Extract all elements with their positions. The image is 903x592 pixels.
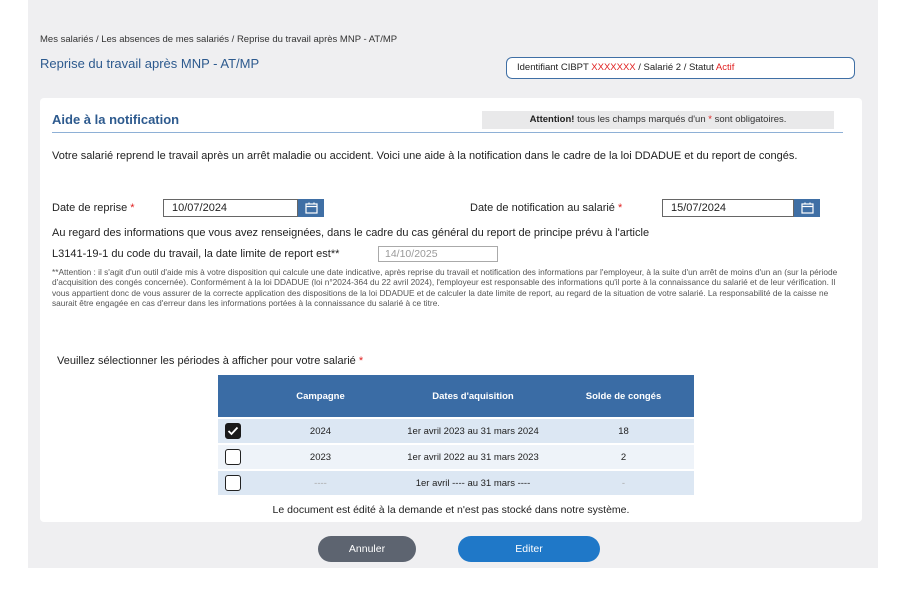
column-header: Dates d'aquisition [432, 390, 514, 402]
reprise-date-input[interactable]: 10/07/2024 [163, 199, 298, 217]
campagne-cell: 2023 [309, 451, 332, 463]
identifier-middle: / Salarié 2 / Statut [638, 62, 714, 73]
period-checkbox-2023[interactable] [225, 449, 241, 465]
limit-text-line2: L3141-19-1 du code du travail, la date limite de report est** [52, 248, 340, 260]
notification-label [470, 202, 622, 214]
period-checkbox-2024[interactable] [225, 423, 241, 439]
intro-text: Votre salarié reprend le travail après un arrêt maladie ou accident. Voici une aide à la notification dans le cadre de la loi DDADUE et du report de congés. [52, 150, 798, 162]
page-title: Reprise du travail après MNP - AT/MP [40, 56, 260, 71]
required-star: * [130, 202, 135, 214]
campagne-cell: 2024 [309, 425, 332, 437]
identifier-prefix: Identifiant CIBPT [517, 62, 589, 73]
status-badge: Actif [715, 62, 735, 73]
limit-text-line1: Au regard des informations que vous avez renseignées, dans le cadre du cas général du report de principe prévu à l'article [52, 227, 650, 239]
row-select-cell [218, 475, 248, 491]
required-star: * [618, 202, 623, 214]
reprise-label-text: Date de reprise [52, 202, 128, 214]
identifier-value: XXXXXXX [591, 62, 636, 73]
periods-label-text: Veuillez sélectionner les périodes à afficher pour votre salarié [57, 355, 356, 367]
notification-date-input[interactable]: 15/07/2024 [662, 199, 794, 217]
dates-cell: 1er avril ---- au 31 mars ---- [415, 477, 531, 489]
card-title: Aide à la notification [52, 112, 180, 127]
calendar-icon [305, 202, 318, 214]
attention-banner [482, 111, 834, 129]
disclaimer-text: **Attention : il s'agit d'un outil d'aide mis à votre disposition qui calcule une date indicative, après reprise du travail et notification des informations par l'employeur, à la suite d'un arrêt de moins d'un an (sur la période d'acquisition des congés concernée). Conformément à la loi DDADUE (loi n°2024-364 du 22 avril 2024), l'employeur est responsable des informations qu'il porte à la connaissance du salarié et de leur vérification. Il vous appartient donc de vous assurer de la correcte application des dispositions de la loi DDADUE et de calculer la date limite de report, au regard de la situation de votre salarié. La responsabilité de la caisse ne saurait être engagée en cas d'erreur dans les informations portées à la connaissance du salarié à ce titre. [52, 267, 838, 308]
dates-cell: 1er avril 2023 au 31 mars 2024 [407, 425, 539, 437]
table-row [218, 471, 694, 495]
periods-label [57, 355, 363, 367]
period-checkbox-empty[interactable] [225, 475, 241, 491]
row-select-cell [218, 423, 248, 439]
campagne-cell: ---- [314, 477, 327, 489]
attention-bold: Attention! [529, 114, 575, 125]
reprise-calendar-button[interactable] [298, 199, 324, 217]
title-divider [52, 132, 843, 133]
calendar-icon [801, 202, 814, 214]
periods-table [218, 375, 694, 495]
identifier-box [506, 57, 855, 79]
required-star: * [358, 355, 364, 367]
table-row [218, 419, 694, 443]
row-select-cell [218, 449, 248, 465]
notification-label-text: Date de notification au salarié [470, 202, 615, 214]
table-row [218, 445, 694, 469]
attention-star: * [708, 114, 712, 125]
reprise-label [52, 202, 135, 214]
solde-cell: 2 [620, 451, 627, 463]
notification-card [40, 98, 862, 522]
solde-cell: 18 [618, 425, 629, 437]
checkmark-icon [227, 426, 239, 436]
attention-text: tous les champs marqués d'un [577, 114, 706, 125]
notification-calendar-button[interactable] [794, 199, 820, 217]
edit-button[interactable]: Editer [458, 536, 600, 562]
column-header: Solde de congés [585, 390, 662, 402]
column-header: Campagne [296, 390, 345, 402]
solde-cell: - [621, 477, 626, 489]
storage-note: Le document est édité à la demande et n'est pas stocké dans notre système. [272, 504, 630, 516]
breadcrumb: Mes salariés / Les absences de mes salariés / Reprise du travail après MNP - AT/MP [40, 34, 398, 45]
attention-end: sont obligatoires. [714, 114, 787, 125]
table-header [218, 375, 694, 417]
dates-cell: 1er avril 2022 au 31 mars 2023 [407, 451, 539, 463]
limit-date-field: 14/10/2025 [378, 246, 498, 262]
cancel-button[interactable]: Annuler [318, 536, 416, 562]
